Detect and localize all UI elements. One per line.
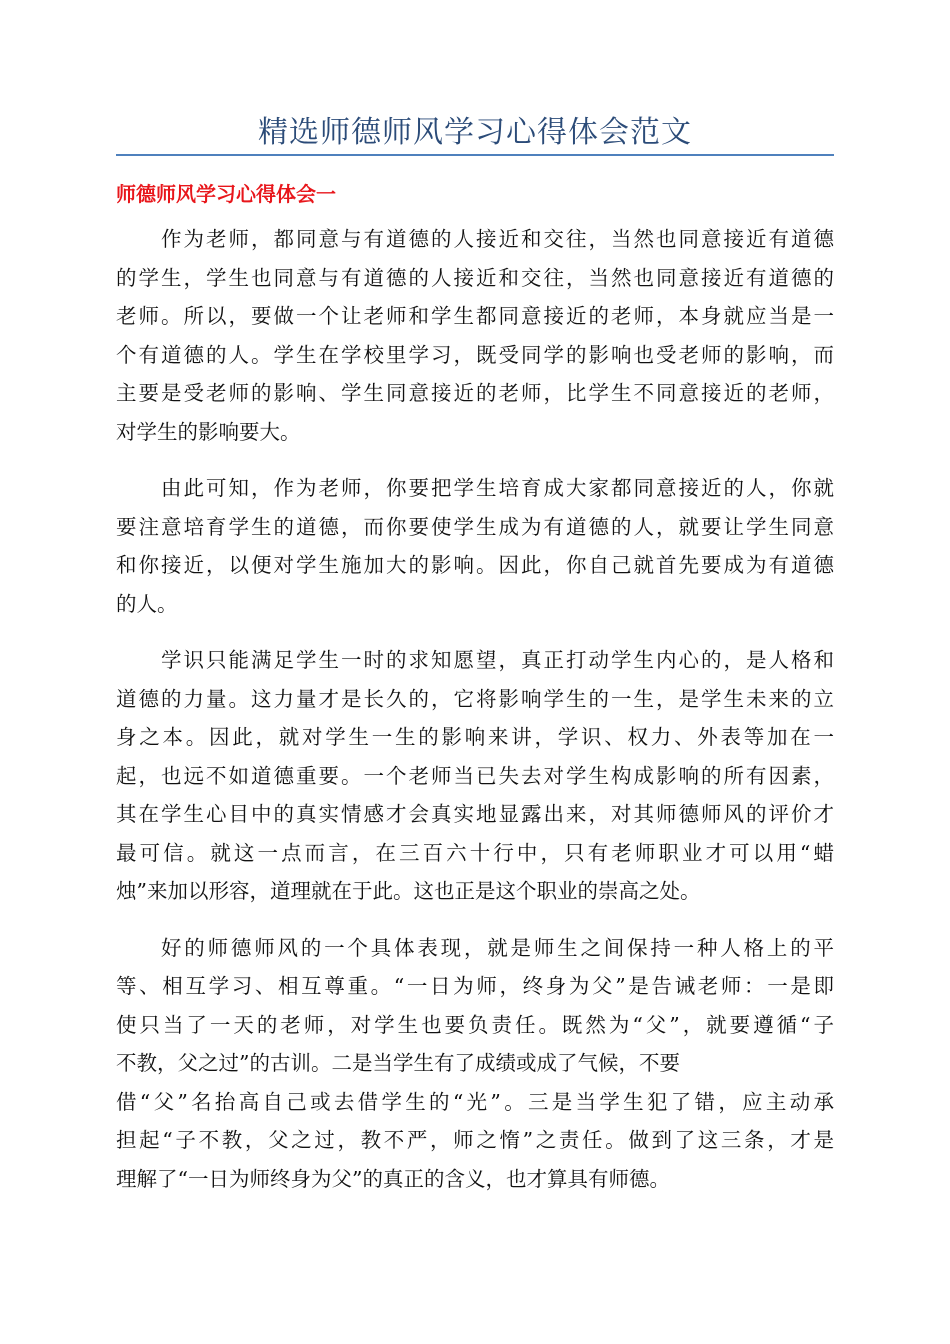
paragraph-line: 对学生的影响要大。 — [116, 419, 301, 444]
paragraph-line: 不教，父之过”的古训。二是当学生有了成绩或成了气候，不要 — [116, 1051, 680, 1075]
paragraph-line: 其在学生心目中的真实情感才会真实地显露出来，对其师德师风的评价才 — [116, 802, 834, 826]
body-paragraph — [116, 469, 834, 623]
paragraph-line: 好的师德师风的一个具体表现，就是师生之间保持一种人格上的平 — [161, 935, 834, 960]
paragraph-line: 和你接近，以便对学生施加大的影响。因此，你自己就首先要成为有道德 — [116, 553, 834, 577]
document-title: 精选师德师风学习心得体会范文 — [258, 115, 692, 150]
body-paragraph — [116, 220, 834, 451]
paragraph-line: 等、相互学习、相互尊重。“一日为师，终身为父”是告诫老师：一是即 — [116, 974, 834, 998]
title-underline — [116, 154, 834, 156]
paragraph-line: 担起“子不教，父之过，教不严，师之惰”之责任。做到了这三条，才是 — [116, 1128, 834, 1152]
paragraph-line: 烛”来加以形容，道理就在于此。这也正是这个职业的崇高之处。 — [116, 879, 701, 903]
document-body — [116, 220, 834, 1216]
body-paragraph — [116, 929, 834, 1199]
paragraph-line: 作为老师，都同意与有道德的人接近和交往，当然也同意接近有道德 — [161, 227, 834, 251]
paragraph-line: 个有道德的人。学生在学校里学习，既受同学的影响也受老师的影响，而 — [116, 342, 834, 367]
paragraph-line: 最可信。就这一点而言，在三百六十行中，只有老师职业才可以用“蜡 — [116, 840, 834, 865]
paragraph-line: 学识只能满足学生一时的求知愿望，真正打动学生内心的，是人格和 — [161, 648, 834, 672]
paragraph-line: 老师。所以，要做一个让老师和学生都同意接近的老师，本身就应当是一 — [116, 304, 834, 328]
paragraph-line: 理解了“一日为师终身为父”的真正的含义，也才算具有师德。 — [116, 1166, 670, 1191]
body-paragraph — [116, 641, 834, 911]
paragraph-line: 借“父”名抬高自己或去借学生的“光”。三是当学生犯了错，应主动承 — [116, 1089, 834, 1114]
paragraph-line: 的人。 — [116, 591, 178, 616]
paragraph-line: 使只当了一天的老师，对学生也要负责任。既然为“父”，就要遵循“子 — [116, 1012, 834, 1037]
paragraph-line: 由此可知，作为老师，你要把学生培育成大家都同意接近的人，你就 — [161, 476, 834, 500]
paragraph-line: 道德的力量。这力量才是长久的，它将影响学生的一生，是学生未来的立 — [116, 686, 834, 711]
paragraph-line: 起，也远不如道德重要。一个老师当已失去对学生构成影响的所有因素， — [116, 763, 834, 788]
paragraph-line: 主要是受老师的影响、学生同意接近的老师，比学生不同意接近的老师， — [116, 381, 834, 405]
paragraph-line: 的学生，学生也同意与有道德的人接近和交往，当然也同意接近有道德的 — [116, 265, 834, 290]
paragraph-line: 要注意培育学生的道德，而你要使学生成为有道德的人，就要让学生同意 — [116, 514, 834, 539]
paragraph-line: 身之本。因此，就对学生一生的影响来讲，学识、权力、外表等加在一 — [116, 725, 834, 749]
section-heading: 师德师风学习心得体会一 — [116, 182, 336, 206]
